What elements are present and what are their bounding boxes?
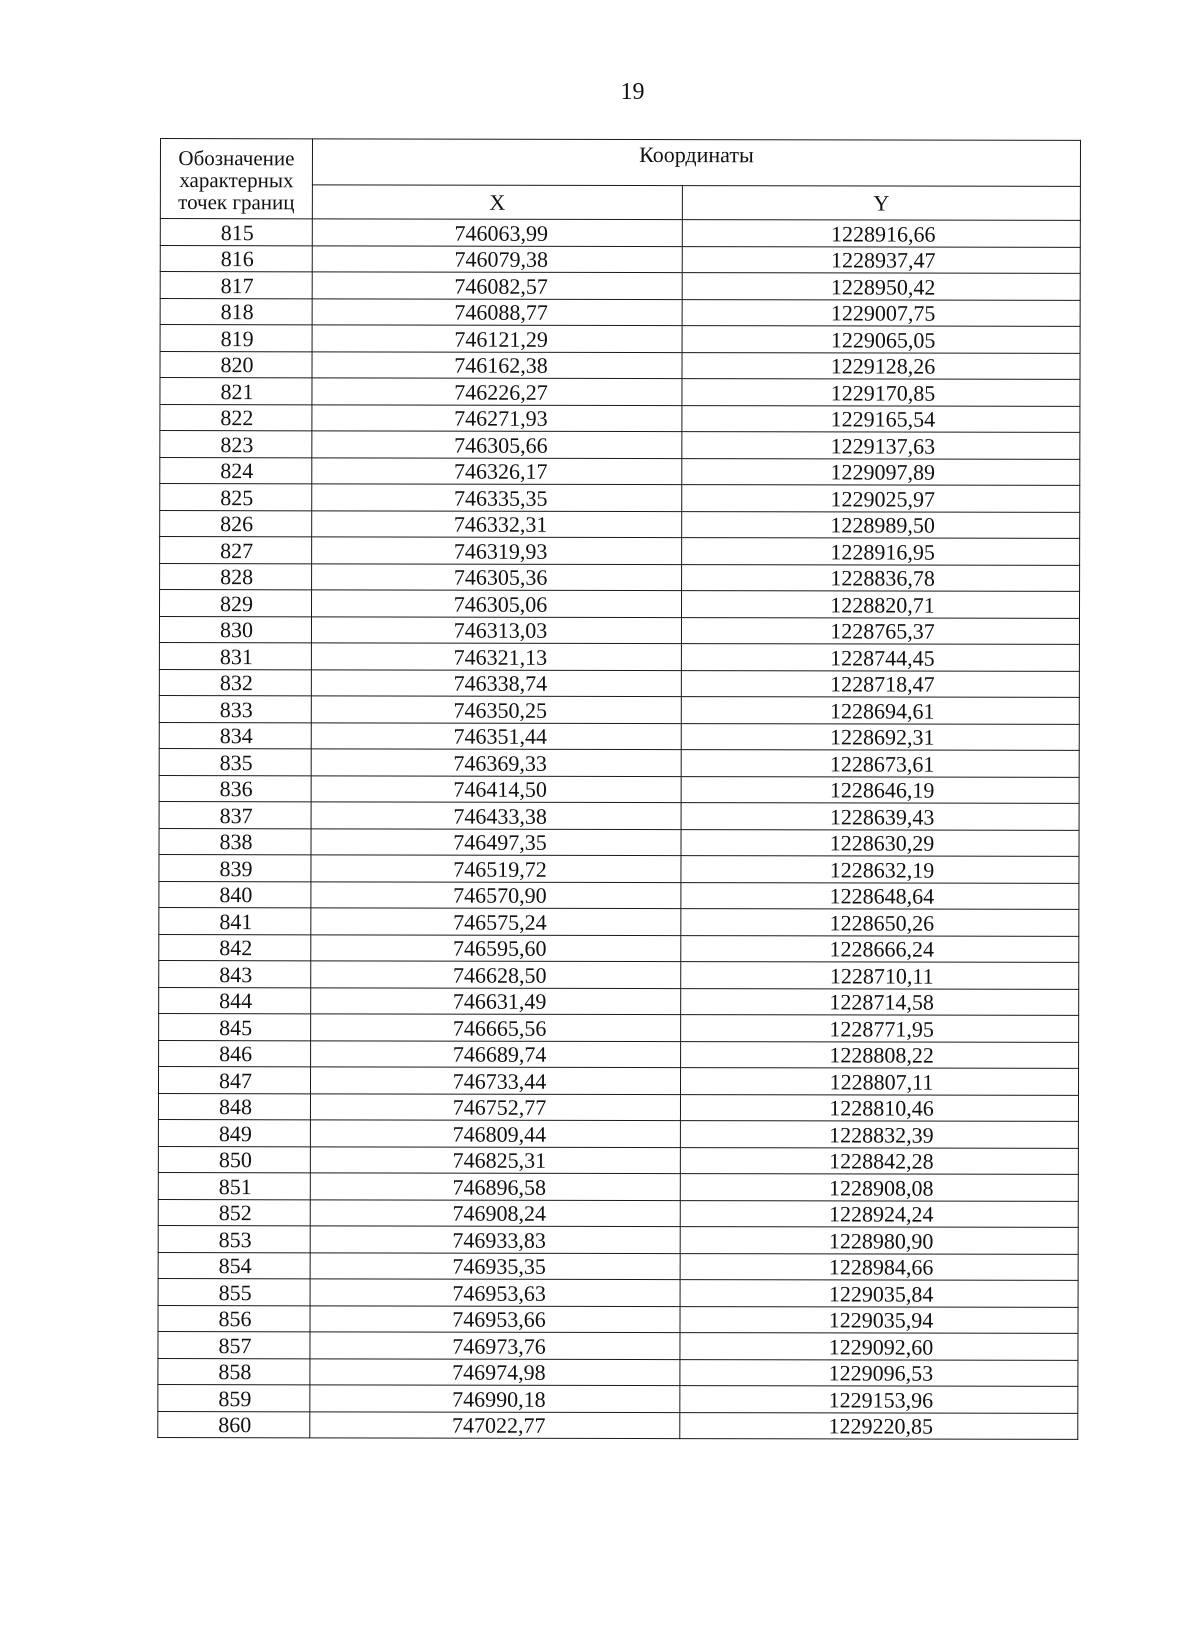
x-coordinate-cell: 746974,98 <box>310 1358 680 1385</box>
table-header <box>160 139 1080 221</box>
point-cell: 821 <box>160 378 312 405</box>
table-row <box>158 1252 1078 1280</box>
y-coordinate-cell: 1228807,11 <box>680 1068 1078 1095</box>
y-coordinate-cell: 1228908,08 <box>680 1174 1078 1201</box>
point-cell: 816 <box>160 245 312 272</box>
table-row <box>159 1013 1079 1041</box>
y-coordinate-cell: 1228832,39 <box>680 1121 1078 1148</box>
y-coordinate-cell: 1228714,58 <box>681 988 1079 1015</box>
y-coordinate-cell: 1229220,85 <box>680 1412 1078 1439</box>
point-designation-header: Обозначение характерных точек границ <box>160 139 312 219</box>
y-coordinate-cell: 1229025,97 <box>682 485 1080 512</box>
y-coordinate-cell: 1228650,26 <box>681 909 1079 936</box>
table-row <box>158 1384 1078 1412</box>
x-coordinate-cell: 746631,49 <box>311 987 681 1014</box>
table-row <box>159 934 1079 962</box>
x-coordinate-cell: 746414,50 <box>311 775 681 802</box>
point-cell: 850 <box>158 1146 310 1173</box>
point-cell: 847 <box>158 1066 310 1093</box>
y-coordinate-cell: 1228984,66 <box>680 1253 1078 1280</box>
y-coordinate-cell: 1228916,95 <box>682 538 1080 565</box>
point-cell: 817 <box>160 272 312 299</box>
table-row <box>159 748 1079 776</box>
y-coordinate-cell: 1228694,61 <box>681 697 1079 724</box>
table-row <box>159 722 1079 750</box>
x-coordinate-cell: 746121,29 <box>312 325 682 352</box>
y-coordinate-cell: 1228980,90 <box>680 1227 1078 1254</box>
table-row <box>158 1305 1078 1333</box>
x-coordinate-cell: 746933,83 <box>310 1226 680 1253</box>
point-cell: 839 <box>159 854 311 881</box>
point-cell: 822 <box>160 404 312 431</box>
point-cell: 835 <box>159 748 311 775</box>
point-cell: 846 <box>159 1040 311 1067</box>
point-cell: 844 <box>159 987 311 1014</box>
x-coordinate-cell: 746497,35 <box>311 828 681 855</box>
point-cell: 823 <box>160 431 312 458</box>
point-cell: 824 <box>160 457 312 484</box>
point-cell: 815 <box>160 219 312 246</box>
x-coordinate-cell: 746809,44 <box>310 1120 680 1147</box>
x-coordinate-cell: 746351,44 <box>311 722 681 749</box>
table-row <box>160 245 1080 273</box>
table-row <box>160 484 1080 512</box>
point-cell: 857 <box>158 1331 310 1358</box>
x-coordinate-cell: 746935,35 <box>310 1252 680 1279</box>
x-coordinate-cell: 746973,76 <box>310 1332 680 1359</box>
x-coordinate-cell: 746433,38 <box>311 802 681 829</box>
x-coordinate-cell: 746082,57 <box>312 272 682 299</box>
table-row <box>159 987 1079 1015</box>
point-cell: 859 <box>158 1384 310 1411</box>
y-axis-header: Y <box>682 186 1080 221</box>
table-row <box>159 828 1079 856</box>
x-coordinate-cell: 746733,44 <box>310 1067 680 1094</box>
y-coordinate-cell: 1229165,54 <box>682 405 1080 432</box>
x-coordinate-cell: 746305,66 <box>312 431 682 458</box>
header-row <box>160 139 1080 187</box>
point-cell: 826 <box>160 510 312 537</box>
table-row <box>159 907 1079 935</box>
y-coordinate-cell: 1229035,84 <box>680 1280 1078 1307</box>
y-coordinate-cell: 1229137,63 <box>682 432 1080 459</box>
x-coordinate-cell: 746953,66 <box>310 1305 680 1332</box>
table-row <box>160 272 1080 300</box>
coordinates-header: Координаты <box>312 139 1080 187</box>
point-cell: 827 <box>160 537 312 564</box>
table-row <box>158 1358 1078 1386</box>
x-coordinate-cell: 746519,72 <box>311 855 681 882</box>
y-coordinate-cell: 1228842,28 <box>680 1147 1078 1174</box>
table-row <box>158 1119 1078 1147</box>
y-coordinate-cell: 1229007,75 <box>682 299 1080 326</box>
x-coordinate-cell: 746305,06 <box>311 590 681 617</box>
point-cell: 834 <box>159 722 311 749</box>
y-coordinate-cell: 1228950,42 <box>682 273 1080 300</box>
y-coordinate-cell: 1229097,89 <box>682 458 1080 485</box>
x-coordinate-cell: 746350,25 <box>311 696 681 723</box>
y-coordinate-cell: 1228646,19 <box>681 776 1079 803</box>
x-coordinate-cell: 746628,50 <box>311 961 681 988</box>
point-cell: 842 <box>159 934 311 961</box>
x-coordinate-cell: 746825,31 <box>310 1146 680 1173</box>
y-coordinate-cell: 1228718,47 <box>681 670 1079 697</box>
y-coordinate-cell: 1228765,37 <box>681 617 1079 644</box>
table-row <box>158 1199 1078 1227</box>
table-row <box>160 298 1080 326</box>
y-coordinate-cell: 1229096,53 <box>680 1359 1078 1386</box>
y-coordinate-cell: 1229128,26 <box>682 352 1080 379</box>
y-coordinate-cell: 1228989,50 <box>682 511 1080 538</box>
point-cell: 852 <box>158 1199 310 1226</box>
point-cell: 851 <box>158 1172 310 1199</box>
coordinates-table <box>157 138 1081 1440</box>
y-coordinate-cell: 1228666,24 <box>681 935 1079 962</box>
point-cell: 841 <box>159 907 311 934</box>
y-coordinate-cell: 1229170,85 <box>682 379 1080 406</box>
point-cell: 833 <box>159 695 311 722</box>
x-coordinate-cell: 746990,18 <box>310 1385 680 1412</box>
point-cell: 858 <box>158 1358 310 1385</box>
x-coordinate-cell: 746908,24 <box>310 1199 680 1226</box>
x-coordinate-cell: 746326,17 <box>312 457 682 484</box>
point-cell: 848 <box>158 1093 310 1120</box>
point-cell: 831 <box>159 642 311 669</box>
point-cell: 856 <box>158 1305 310 1332</box>
x-coordinate-cell: 746319,93 <box>312 537 682 564</box>
table-row <box>159 669 1079 697</box>
x-coordinate-cell: 746575,24 <box>311 908 681 935</box>
point-cell: 845 <box>159 1013 311 1040</box>
table-row <box>159 775 1079 803</box>
y-coordinate-cell: 1228771,95 <box>681 1015 1079 1042</box>
table-row <box>159 590 1079 618</box>
table-row <box>159 1040 1079 1068</box>
point-cell: 853 <box>158 1225 310 1252</box>
table-row <box>160 219 1080 247</box>
x-coordinate-cell: 746271,93 <box>312 404 682 431</box>
point-cell: 840 <box>159 881 311 908</box>
y-coordinate-cell: 1228924,24 <box>680 1200 1078 1227</box>
table-row <box>158 1411 1078 1439</box>
table-row <box>160 325 1080 353</box>
point-cell: 843 <box>159 960 311 987</box>
y-coordinate-cell: 1228630,29 <box>681 829 1079 856</box>
table-row <box>159 642 1079 670</box>
point-cell: 830 <box>159 616 311 643</box>
y-coordinate-cell: 1228937,47 <box>682 246 1080 273</box>
x-coordinate-cell: 746088,77 <box>312 298 682 325</box>
table-row <box>159 616 1079 644</box>
table-row <box>159 801 1079 829</box>
table-row <box>160 351 1080 379</box>
x-coordinate-cell: 746305,36 <box>312 563 682 590</box>
x-coordinate-cell: 746665,56 <box>311 1014 681 1041</box>
x-coordinate-cell: 746226,27 <box>312 378 682 405</box>
table-row <box>159 695 1079 723</box>
table-row <box>160 563 1080 591</box>
table-row <box>158 1225 1078 1253</box>
y-coordinate-cell: 1228632,19 <box>681 856 1079 883</box>
table-row <box>158 1172 1078 1200</box>
y-coordinate-cell: 1228916,66 <box>682 220 1080 247</box>
x-coordinate-cell: 746570,90 <box>311 881 681 908</box>
y-coordinate-cell: 1229092,60 <box>680 1333 1078 1360</box>
y-coordinate-cell: 1228744,45 <box>681 644 1079 671</box>
table-row <box>158 1066 1078 1094</box>
x-coordinate-cell: 746162,38 <box>312 351 682 378</box>
table-row <box>159 854 1079 882</box>
point-cell: 829 <box>159 590 311 617</box>
table-row <box>159 960 1079 988</box>
y-coordinate-cell: 1229153,96 <box>680 1386 1078 1413</box>
table-row <box>160 537 1080 565</box>
x-coordinate-cell: 746321,13 <box>311 643 681 670</box>
y-coordinate-cell: 1228836,78 <box>682 564 1080 591</box>
y-coordinate-cell: 1228648,64 <box>681 882 1079 909</box>
y-coordinate-cell: 1229035,94 <box>680 1306 1078 1333</box>
point-cell: 855 <box>158 1278 310 1305</box>
page-number: 19 <box>620 79 645 105</box>
x-coordinate-cell: 746335,35 <box>312 484 682 511</box>
y-coordinate-cell: 1228820,71 <box>681 591 1079 618</box>
point-cell: 836 <box>159 775 311 802</box>
point-cell: 825 <box>160 484 312 511</box>
point-cell: 832 <box>159 669 311 696</box>
y-coordinate-cell: 1228692,31 <box>681 723 1079 750</box>
table-body <box>158 219 1081 1440</box>
point-cell: 818 <box>160 298 312 325</box>
point-cell: 820 <box>160 351 312 378</box>
x-coordinate-cell: 746332,31 <box>312 510 682 537</box>
x-coordinate-cell: 746313,03 <box>311 616 681 643</box>
point-cell: 837 <box>159 801 311 828</box>
point-cell: 828 <box>160 563 312 590</box>
x-coordinate-cell: 746896,58 <box>310 1173 680 1200</box>
table-row <box>158 1331 1078 1359</box>
x-coordinate-cell: 747022,77 <box>310 1411 680 1438</box>
y-coordinate-cell: 1228810,46 <box>680 1094 1078 1121</box>
point-cell: 819 <box>160 325 312 352</box>
table-row <box>160 404 1080 432</box>
x-coordinate-cell: 746338,74 <box>311 669 681 696</box>
y-coordinate-cell: 1228808,22 <box>681 1041 1079 1068</box>
table-row <box>159 881 1079 909</box>
x-coordinate-cell: 746369,33 <box>311 749 681 776</box>
x-coordinate-cell: 746063,99 <box>312 219 682 246</box>
point-cell: 849 <box>158 1119 310 1146</box>
y-coordinate-cell: 1228673,61 <box>681 750 1079 777</box>
x-coordinate-cell: 746953,63 <box>310 1279 680 1306</box>
table-row <box>160 378 1080 406</box>
y-coordinate-cell: 1228639,43 <box>681 803 1079 830</box>
x-coordinate-cell: 746595,60 <box>311 934 681 961</box>
table-row <box>158 1278 1078 1306</box>
x-coordinate-cell: 746079,38 <box>312 245 682 272</box>
point-cell: 838 <box>159 828 311 855</box>
x-coordinate-cell: 746689,74 <box>311 1040 681 1067</box>
y-coordinate-cell: 1228710,11 <box>681 962 1079 989</box>
table-row <box>160 510 1080 538</box>
table-row <box>158 1146 1078 1174</box>
point-cell: 854 <box>158 1252 310 1279</box>
x-axis-header: X <box>312 185 682 220</box>
point-cell: 860 <box>158 1411 310 1438</box>
table-row <box>160 457 1080 485</box>
y-coordinate-cell: 1229065,05 <box>682 326 1080 353</box>
table-row <box>158 1093 1078 1121</box>
x-coordinate-cell: 746752,77 <box>310 1093 680 1120</box>
table-row <box>160 431 1080 459</box>
